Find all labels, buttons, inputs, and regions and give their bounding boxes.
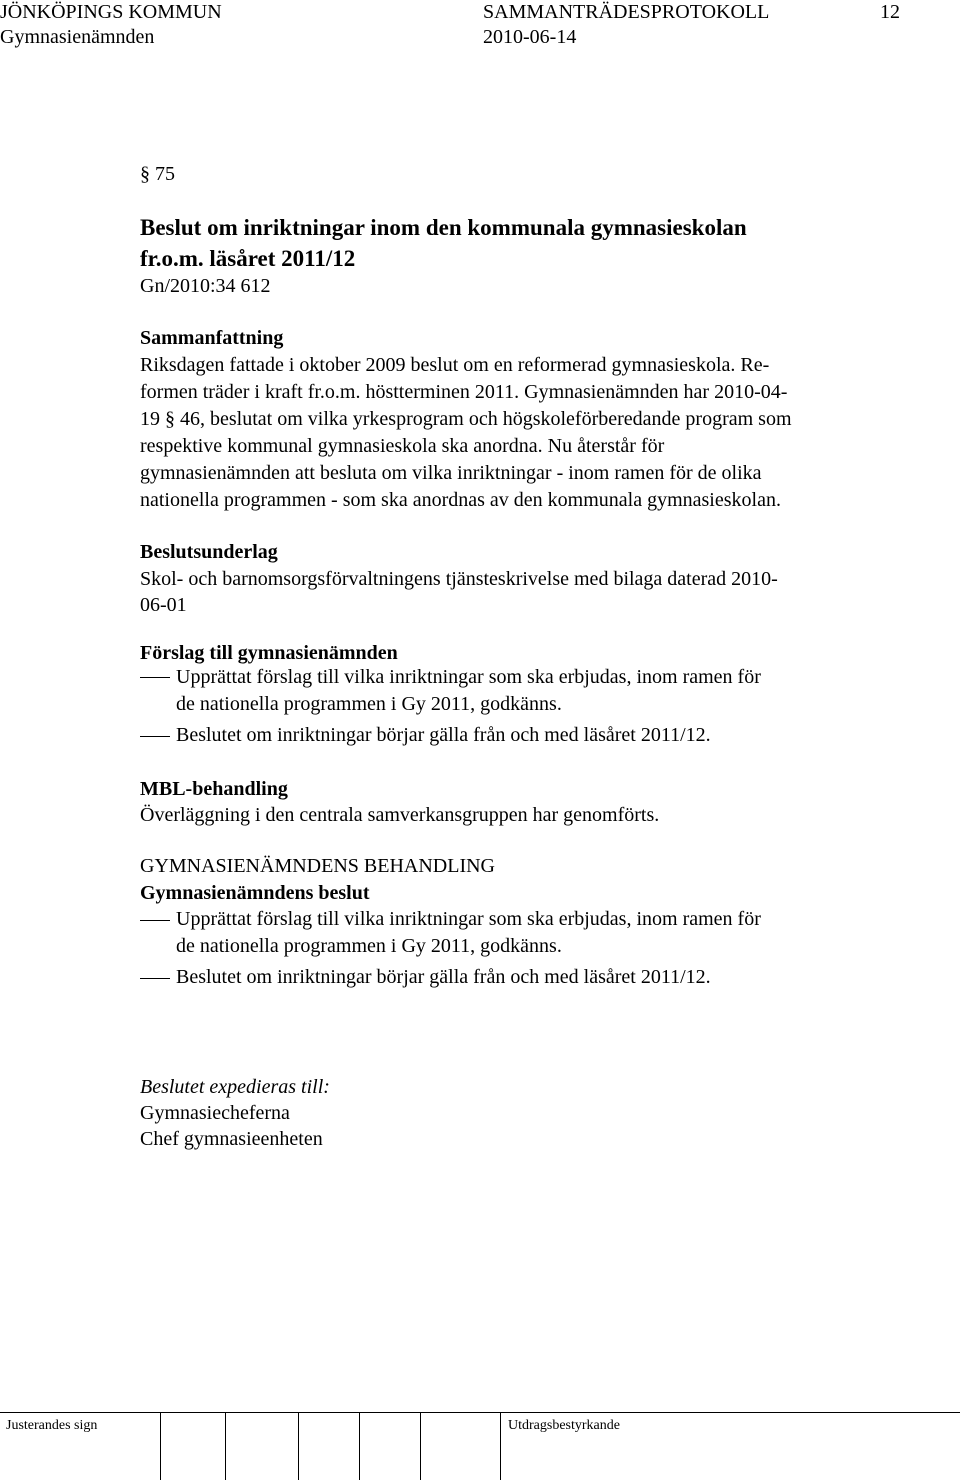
footer-divider-6 — [500, 1412, 501, 1480]
footer-divider-3 — [298, 1412, 299, 1480]
header-doc-type: SAMMANTRÄDESPROTOKOLL — [483, 1, 770, 23]
mbl-text: Överläggning i den centrala samverkansgruppen har genomförts. — [140, 804, 660, 826]
footer-divider-2 — [225, 1412, 226, 1480]
summary-line-3 — [140, 406, 792, 433]
footer-divider-5 — [420, 1412, 421, 1480]
summary-paragraph-symbol: § — [165, 408, 175, 430]
summary-line-2: formen träder i kraft fr.o.m. höstterminen 2011. Gymnasienämnden har 2010-04- — [140, 381, 788, 403]
summary-line-5: gymnasienämnden att besluta om vilka inriktningar - inom ramen för de olika — [140, 462, 762, 484]
header-committee: Gymnasienämnden — [0, 26, 155, 48]
footer-divider-4 — [359, 1412, 360, 1480]
decision-item-1-line-2: de nationella programmen i Gy 2011, godkänns. — [176, 935, 562, 957]
dispatch-recipient-1: Gymnasiecheferna — [140, 1102, 290, 1124]
summary-line-1: Riksdagen fattade i oktober 2009 beslut om en reformerad gymnasieskola. Re- — [140, 354, 770, 376]
proposal-item-2: Beslutet om inriktningar börjar gälla från och med läsåret 2011/12. — [176, 724, 711, 746]
paragraph-value: 75 — [155, 163, 175, 185]
decision-item-1-dash — [140, 920, 170, 921]
footer-justerandes-sign: Justerandes sign — [6, 1418, 98, 1433]
proposal-item-1-line-2: de nationella programmen i Gy 2011, godkänns. — [176, 693, 562, 715]
decision-item-1-line-1: Upprättat förslag till vilka inriktningar som ska erbjudas, inom ramen för — [176, 908, 761, 930]
footer-rule — [0, 1412, 960, 1413]
summary-line-6: nationella programmen - som ska anordnas av den kommunala gymnasieskolan. — [140, 489, 781, 511]
basis-heading: Beslutsunderlag — [140, 541, 278, 563]
proposal-item-1-line-1: Upprättat förslag till vilka inriktningar som ska erbjudas, inom ramen för — [176, 666, 761, 688]
basis-line-2: 06-01 — [140, 594, 187, 616]
summary-line-3-rest: 46, beslutat om vilka yrkesprogram och högskoleförberedande program som — [180, 408, 792, 430]
paragraph-number — [140, 161, 175, 188]
summary-line-3-start: 19 — [140, 408, 160, 430]
basis-line-1: Skol- och barnomsorgsförvaltningens tjänsteskrivelse med bilaga daterad 2010- — [140, 568, 778, 590]
header-date: 2010-06-14 — [483, 26, 577, 48]
footer-divider-1 — [160, 1412, 161, 1480]
proposal-item-1-dash — [140, 677, 170, 678]
mbl-heading: MBL-behandling — [140, 778, 288, 800]
decision-item-2: Beslutet om inriktningar börjar gälla från och med läsåret 2011/12. — [176, 966, 711, 988]
paragraph-symbol: § — [140, 163, 150, 185]
decision-heading: Gymnasienämndens beslut — [140, 882, 370, 904]
proposal-heading: Förslag till gymnasienämnden — [140, 642, 398, 664]
title-line-2: fr.o.m. läsåret 2011/12 — [140, 246, 356, 271]
proposal-item-2-dash — [140, 736, 170, 737]
case-reference: Gn/2010:34 612 — [140, 275, 271, 297]
summary-line-4: respektive kommunal gymnasieskola ska anordna. Nu återstår för — [140, 435, 665, 457]
header-org: JÖNKÖPINGS KOMMUN — [0, 1, 222, 23]
dispatch-recipient-2: Chef gymnasieenheten — [140, 1128, 323, 1150]
summary-heading: Sammanfattning — [140, 327, 284, 349]
treatment-heading: GYMNASIENÄMNDENS BEHANDLING — [140, 855, 495, 877]
footer-utdragsbestyrkande: Utdragsbestyrkande — [508, 1418, 620, 1433]
dispatch-heading: Beslutet expedieras till: — [140, 1076, 330, 1098]
title-line-1: Beslut om inriktningar inom den kommunala gymnasieskolan — [140, 215, 747, 240]
header-page-number: 12 — [880, 1, 900, 23]
decision-item-2-dash — [140, 978, 170, 979]
